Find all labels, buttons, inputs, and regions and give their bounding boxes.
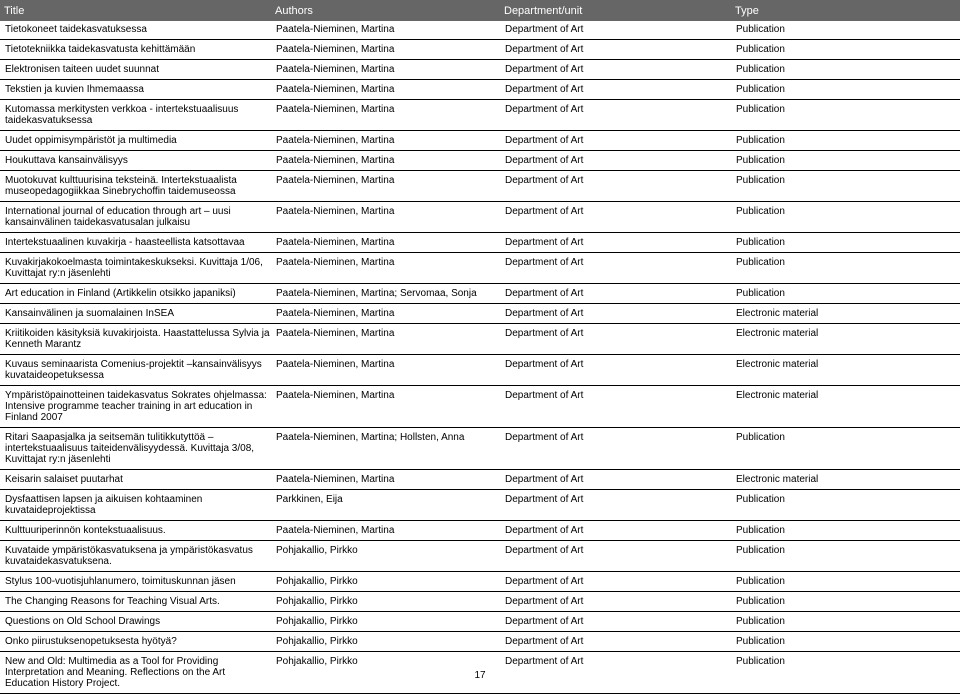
- cell-department: Department of Art: [500, 253, 731, 284]
- cell-title: International journal of education through art – uusi kansainvälinen taidekasvatusalan julkaisu: [0, 202, 271, 233]
- cell-type: Publication: [731, 21, 960, 40]
- header-title: Title: [0, 0, 271, 21]
- table-row: [0, 572, 960, 592]
- cell-type: Electronic material: [731, 470, 960, 490]
- cell-type: Publication: [731, 541, 960, 572]
- cell-authors: Paatela-Nieminen, Martina: [271, 233, 500, 253]
- cell-type: Publication: [731, 592, 960, 612]
- cell-title: New and Old: Multimedia as a Tool for Providing Interpretation and Meaning. Reflections on the Art Education History Project.: [0, 652, 271, 694]
- table-row: [0, 324, 960, 355]
- header-type: Type: [731, 0, 960, 21]
- table-row: [0, 490, 960, 521]
- cell-authors: Paatela-Nieminen, Martina: [271, 100, 500, 131]
- table-row: [0, 304, 960, 324]
- cell-type: Publication: [731, 151, 960, 171]
- cell-title: Ympäristöpainotteinen taidekasvatus Sokrates ohjelmassa: Intensive programme teacher training in art education in Finland 2007: [0, 386, 271, 428]
- cell-type: Publication: [731, 428, 960, 470]
- cell-authors: Pohjakallio, Pirkko: [271, 572, 500, 592]
- cell-title: Kansainvälinen ja suomalainen InSEA: [0, 304, 271, 324]
- table-row: [0, 284, 960, 304]
- cell-title: Ritari Saapasjalka ja seitsemän tulitikkutyttöä – intertekstuaalisuus taiteidenvälisyydessä. Kuvittaja 3/08, Kuvittajat ry:n jäsenlehti: [0, 428, 271, 470]
- cell-type: Publication: [731, 60, 960, 80]
- cell-type: Publication: [731, 572, 960, 592]
- cell-title: Keisarin salaiset puutarhat: [0, 470, 271, 490]
- cell-title: Kulttuuriperinnön kontekstuaalisuus.: [0, 521, 271, 541]
- cell-authors: Paatela-Nieminen, Martina: [271, 171, 500, 202]
- cell-authors: Paatela-Nieminen, Martina: [271, 202, 500, 233]
- cell-title: Kuvataide ympäristökasvatuksena ja ympäristökasvatus kuvataidekasvatuksena.: [0, 541, 271, 572]
- table-row: [0, 131, 960, 151]
- cell-department: Department of Art: [500, 652, 731, 694]
- cell-department: Department of Art: [500, 592, 731, 612]
- cell-type: Electronic material: [731, 386, 960, 428]
- cell-authors: Paatela-Nieminen, Martina; Hollsten, Anna: [271, 428, 500, 470]
- table-row: [0, 428, 960, 470]
- cell-authors: Paatela-Nieminen, Martina: [271, 324, 500, 355]
- cell-department: Department of Art: [500, 131, 731, 151]
- cell-authors: Paatela-Nieminen, Martina: [271, 470, 500, 490]
- cell-type: Publication: [731, 80, 960, 100]
- cell-title: Elektronisen taiteen uudet suunnat: [0, 60, 271, 80]
- table-row: [0, 60, 960, 80]
- cell-title: The Changing Reasons for Teaching Visual Arts.: [0, 592, 271, 612]
- cell-title: Tietokoneet taidekasvatuksessa: [0, 21, 271, 40]
- cell-department: Department of Art: [500, 428, 731, 470]
- cell-department: Department of Art: [500, 151, 731, 171]
- table-row: [0, 470, 960, 490]
- cell-type: Publication: [731, 632, 960, 652]
- cell-type: Electronic material: [731, 304, 960, 324]
- cell-department: Department of Art: [500, 355, 731, 386]
- cell-title: Dysfaattisen lapsen ja aikuisen kohtaaminen kuvataideprojektissa: [0, 490, 271, 521]
- table-row: [0, 632, 960, 652]
- cell-type: Publication: [731, 253, 960, 284]
- cell-type: Publication: [731, 100, 960, 131]
- cell-department: Department of Art: [500, 386, 731, 428]
- cell-type: Publication: [731, 131, 960, 151]
- cell-department: Department of Art: [500, 171, 731, 202]
- table-row: [0, 521, 960, 541]
- header-department: Department/unit: [500, 0, 731, 21]
- cell-authors: Paatela-Nieminen, Martina: [271, 386, 500, 428]
- header-authors: Authors: [271, 0, 500, 21]
- cell-department: Department of Art: [500, 60, 731, 80]
- cell-authors: Pohjakallio, Pirkko: [271, 592, 500, 612]
- cell-department: Department of Art: [500, 490, 731, 521]
- cell-title: Kriitikoiden käsityksiä kuvakirjoista. Haastattelussa Sylvia ja Kenneth Marantz: [0, 324, 271, 355]
- cell-authors: Pohjakallio, Pirkko: [271, 612, 500, 632]
- cell-authors: Pohjakallio, Pirkko: [271, 541, 500, 572]
- cell-title: Art education in Finland (Artikkelin otsikko japaniksi): [0, 284, 271, 304]
- cell-title: Houkuttava kansainvälisyys: [0, 151, 271, 171]
- cell-authors: Paatela-Nieminen, Martina: [271, 60, 500, 80]
- cell-department: Department of Art: [500, 233, 731, 253]
- cell-department: Department of Art: [500, 100, 731, 131]
- cell-authors: Paatela-Nieminen, Martina: [271, 131, 500, 151]
- cell-type: Publication: [731, 490, 960, 521]
- cell-authors: Pohjakallio, Pirkko: [271, 652, 500, 694]
- cell-title: Kuvakirjakokoelmasta toimintakeskukseksi. Kuvittaja 1/06, Kuvittajat ry:n jäsenlehti: [0, 253, 271, 284]
- cell-department: Department of Art: [500, 80, 731, 100]
- cell-authors: Paatela-Nieminen, Martina: [271, 80, 500, 100]
- cell-type: Publication: [731, 171, 960, 202]
- cell-department: Department of Art: [500, 572, 731, 592]
- table-row: [0, 541, 960, 572]
- cell-authors: Paatela-Nieminen, Martina; Servomaa, Sonja: [271, 284, 500, 304]
- cell-authors: Paatela-Nieminen, Martina: [271, 521, 500, 541]
- cell-type: Publication: [731, 202, 960, 233]
- cell-authors: Parkkinen, Eija: [271, 490, 500, 521]
- cell-authors: Paatela-Nieminen, Martina: [271, 40, 500, 60]
- table-row: [0, 171, 960, 202]
- cell-type: Electronic material: [731, 355, 960, 386]
- table-row: [0, 151, 960, 171]
- table-header: [0, 0, 960, 21]
- table-row: [0, 40, 960, 60]
- cell-department: Department of Art: [500, 284, 731, 304]
- cell-department: Department of Art: [500, 541, 731, 572]
- cell-title: Stylus 100-vuotisjuhlanumero, toimituskunnan jäsen: [0, 572, 271, 592]
- cell-type: Publication: [731, 233, 960, 253]
- table-row: [0, 21, 960, 40]
- table-row: [0, 202, 960, 233]
- cell-type: Publication: [731, 521, 960, 541]
- table-body: [0, 21, 960, 694]
- table-row: [0, 386, 960, 428]
- cell-title: Tekstien ja kuvien Ihmemaassa: [0, 80, 271, 100]
- table-row: [0, 253, 960, 284]
- cell-department: Department of Art: [500, 324, 731, 355]
- cell-department: Department of Art: [500, 202, 731, 233]
- cell-department: Department of Art: [500, 304, 731, 324]
- cell-department: Department of Art: [500, 40, 731, 60]
- cell-department: Department of Art: [500, 521, 731, 541]
- cell-authors: Paatela-Nieminen, Martina: [271, 21, 500, 40]
- cell-title: Kutomassa merkitysten verkkoa - intertekstuaalisuus taidekasvatuksessa: [0, 100, 271, 131]
- cell-department: Department of Art: [500, 21, 731, 40]
- cell-type: Publication: [731, 612, 960, 632]
- cell-title: Tietotekniikka taidekasvatusta kehittämään: [0, 40, 271, 60]
- cell-authors: Paatela-Nieminen, Martina: [271, 304, 500, 324]
- cell-title: Onko piirustuksenopetuksesta hyötyä?: [0, 632, 271, 652]
- table-row: [0, 355, 960, 386]
- cell-title: Questions on Old School Drawings: [0, 612, 271, 632]
- cell-department: Department of Art: [500, 632, 731, 652]
- cell-authors: Paatela-Nieminen, Martina: [271, 355, 500, 386]
- cell-department: Department of Art: [500, 470, 731, 490]
- cell-title: Intertekstuaalinen kuvakirja - haasteellista katsottavaa: [0, 233, 271, 253]
- cell-type: Publication: [731, 284, 960, 304]
- cell-type: Electronic material: [731, 324, 960, 355]
- cell-title: Kuvaus seminaarista Comenius-projektit –kansainvälisyys kuvataideopetuksessa: [0, 355, 271, 386]
- cell-authors: Paatela-Nieminen, Martina: [271, 253, 500, 284]
- cell-title: Uudet oppimisympäristöt ja multimedia: [0, 131, 271, 151]
- table-row: [0, 612, 960, 632]
- table-row: [0, 233, 960, 253]
- cell-type: Publication: [731, 652, 960, 694]
- cell-department: Department of Art: [500, 612, 731, 632]
- table-row: [0, 100, 960, 131]
- cell-authors: Paatela-Nieminen, Martina: [271, 151, 500, 171]
- table-row: [0, 592, 960, 612]
- header-row: [0, 0, 960, 21]
- cell-type: Publication: [731, 40, 960, 60]
- cell-authors: Pohjakallio, Pirkko: [271, 632, 500, 652]
- table-row: [0, 80, 960, 100]
- cell-title: Muotokuvat kulttuurisina teksteinä. Intertekstuaalista museopedagogiikkaa Sinebrychoffin taidemuseossa: [0, 171, 271, 202]
- page-number: 17: [474, 670, 486, 681]
